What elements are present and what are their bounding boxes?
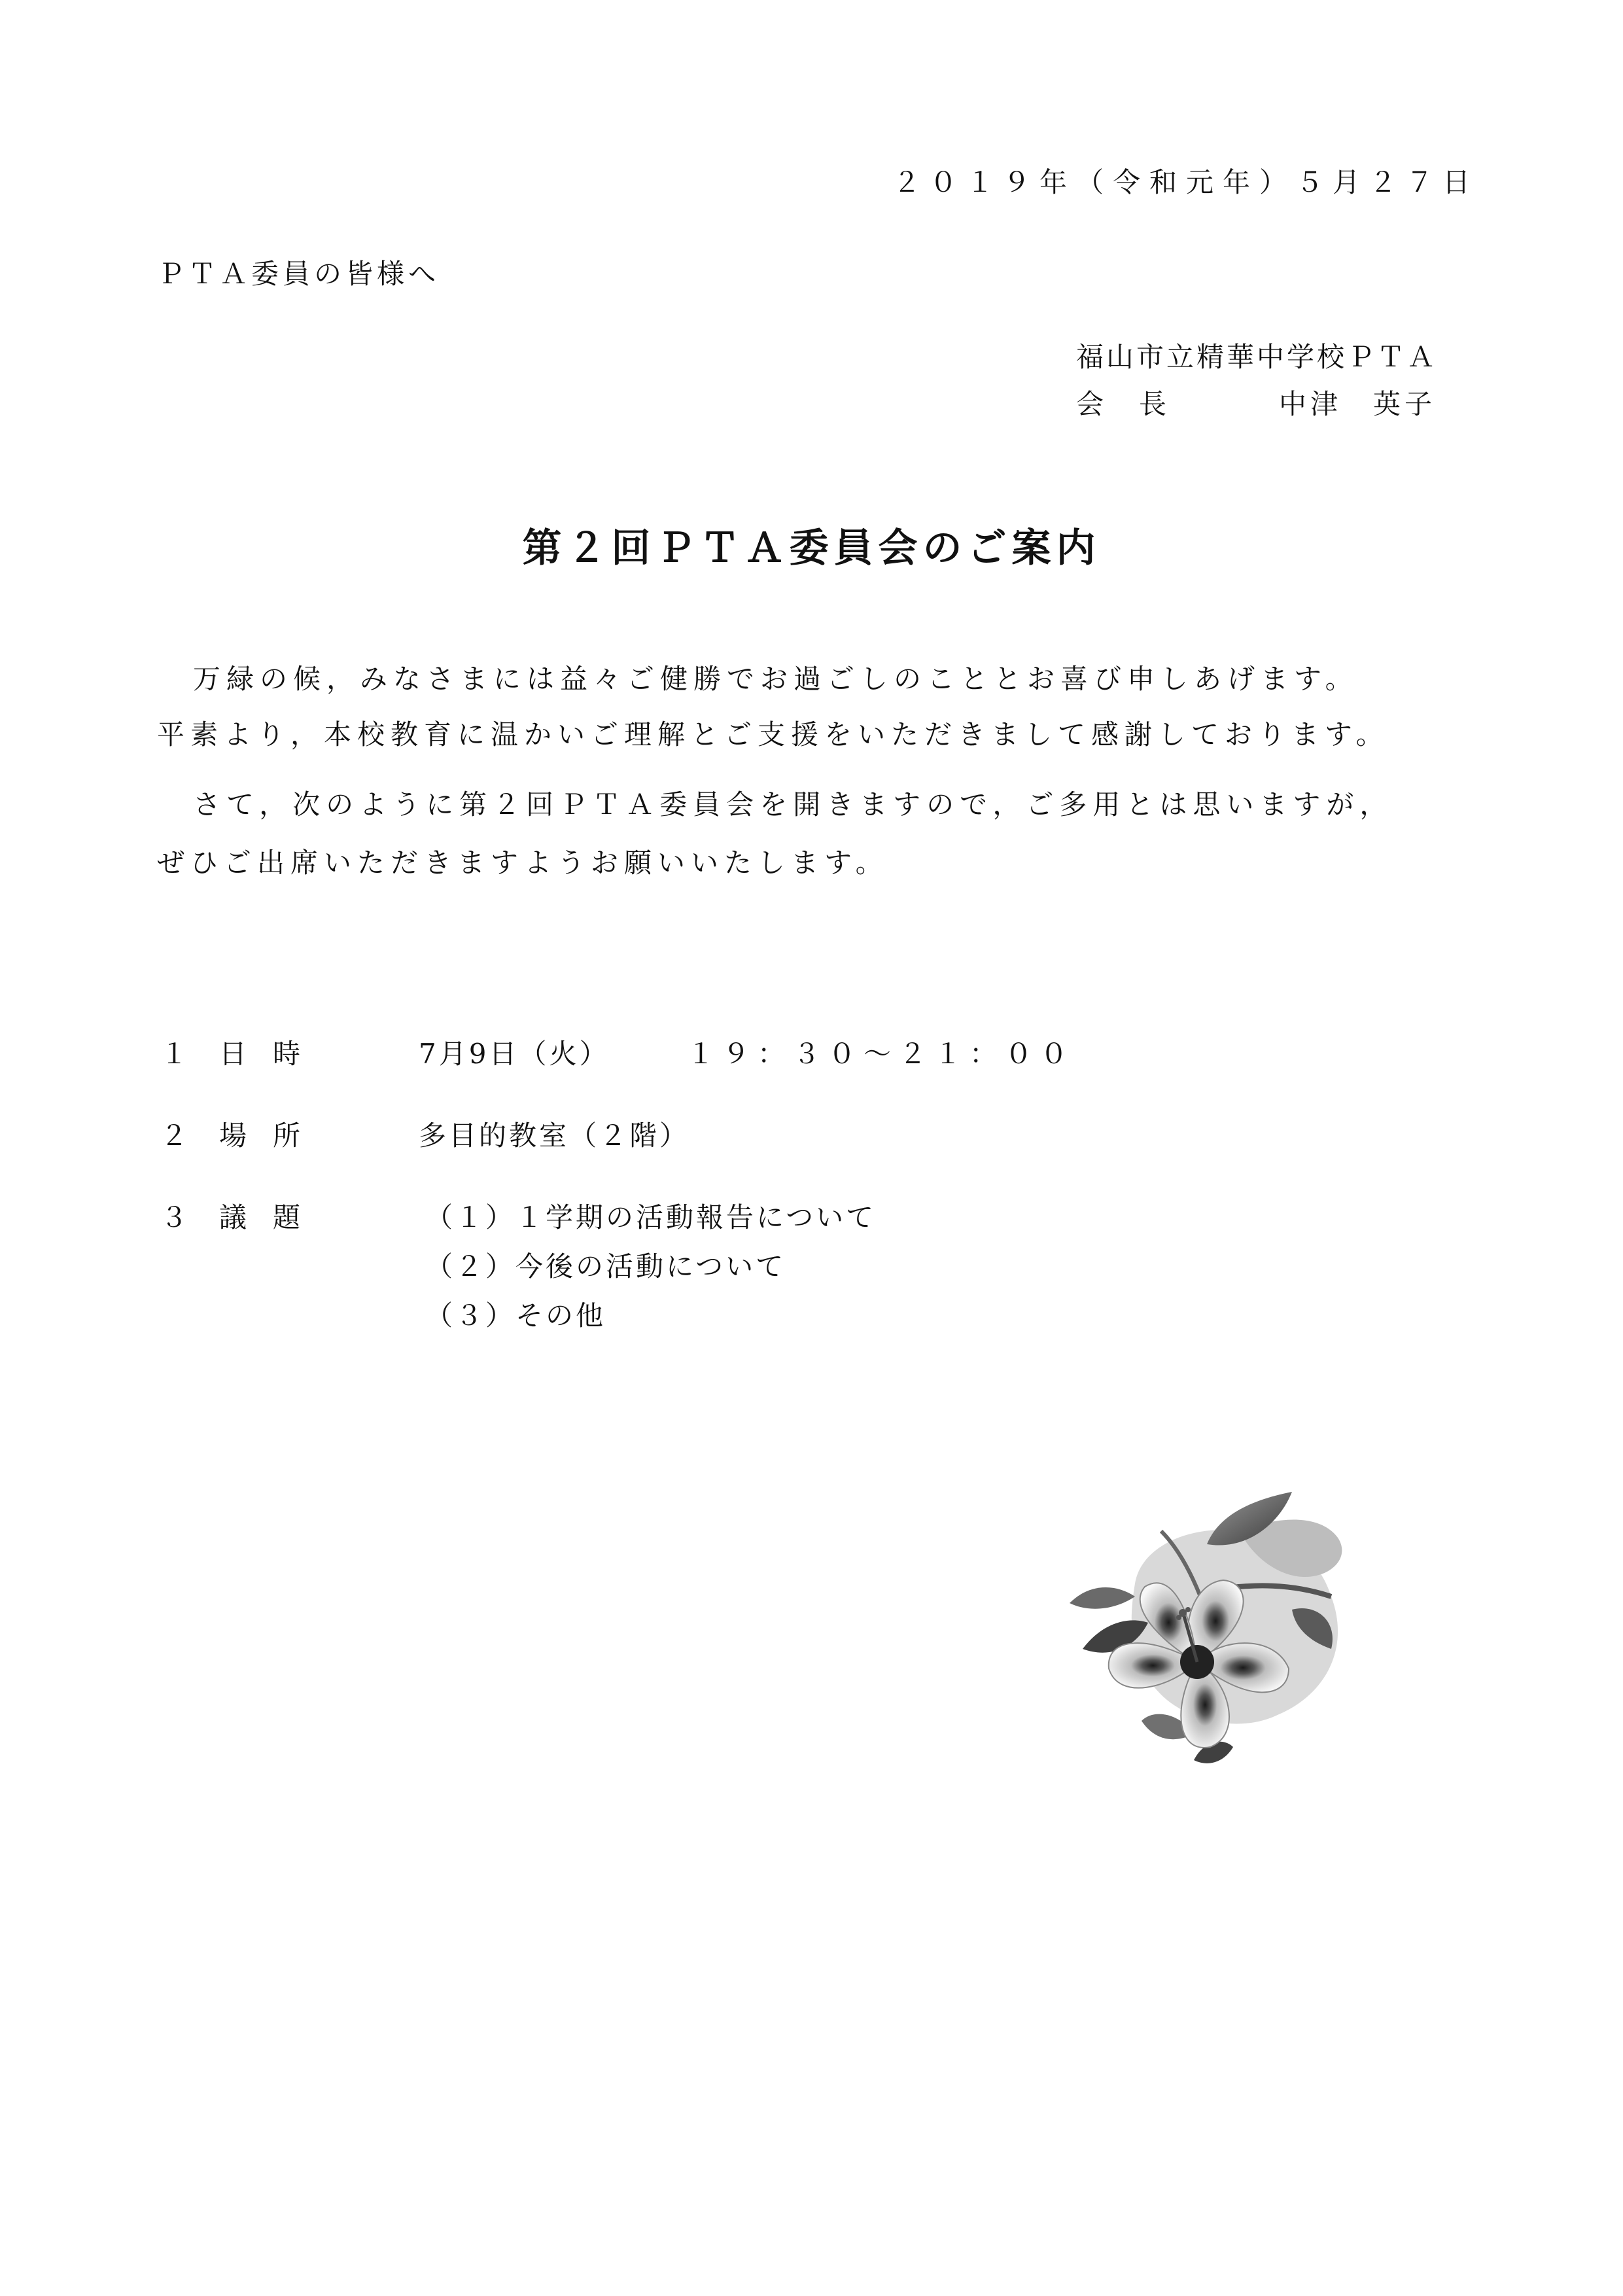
body-paragraph-line: 万緑の候，みなさまには益々ご健勝でお過ごしのこととお喜び申しあげます。 bbox=[193, 663, 1359, 695]
agenda-item: （２）今後の活動について bbox=[425, 1250, 786, 1282]
body-paragraph-line: ぜひご出席いただきますようお願いいたします。 bbox=[157, 847, 889, 879]
item-number-datetime: １ bbox=[160, 1038, 188, 1070]
recipient: ＰＴＡ委員の皆様へ bbox=[157, 258, 440, 290]
meeting-place: 多目的教室（２階） bbox=[419, 1120, 690, 1152]
item-label-datetime: 日時 bbox=[219, 1038, 327, 1070]
meeting-time: １９：３０～２１：００ bbox=[687, 1038, 1076, 1070]
body-paragraph-line: 平素より，本校教育に温かいご理解とご支援をいただきまして感謝しております。 bbox=[157, 718, 1389, 751]
item-label-place: 場所 bbox=[219, 1120, 327, 1152]
president-role: 会 長 bbox=[1076, 388, 1171, 420]
meeting-date: 7月9日（火） bbox=[419, 1038, 610, 1070]
document-date: ２０１９年（令和元年）５月２７日 bbox=[892, 166, 1479, 198]
president-name: 中津 英子 bbox=[1279, 388, 1437, 420]
body-paragraph-line: さて，次のように第２回ＰＴＡ委員会を開きますので，ご多用とは思いますが， bbox=[193, 788, 1393, 821]
hibiscus-flower-illustration bbox=[1043, 1485, 1384, 1793]
agenda-item: （３）その他 bbox=[425, 1299, 606, 1332]
item-number-agenda: ３ bbox=[160, 1201, 188, 1233]
item-number-place: ２ bbox=[160, 1120, 188, 1152]
agenda-item: （１）１学期の活動報告について bbox=[425, 1201, 877, 1233]
organization-name: 福山市立精華中学校ＰＴＡ bbox=[1076, 341, 1438, 373]
item-label-agenda: 議題 bbox=[219, 1201, 327, 1233]
document-title: 第２回ＰＴＡ委員会のご案内 bbox=[522, 525, 1101, 571]
